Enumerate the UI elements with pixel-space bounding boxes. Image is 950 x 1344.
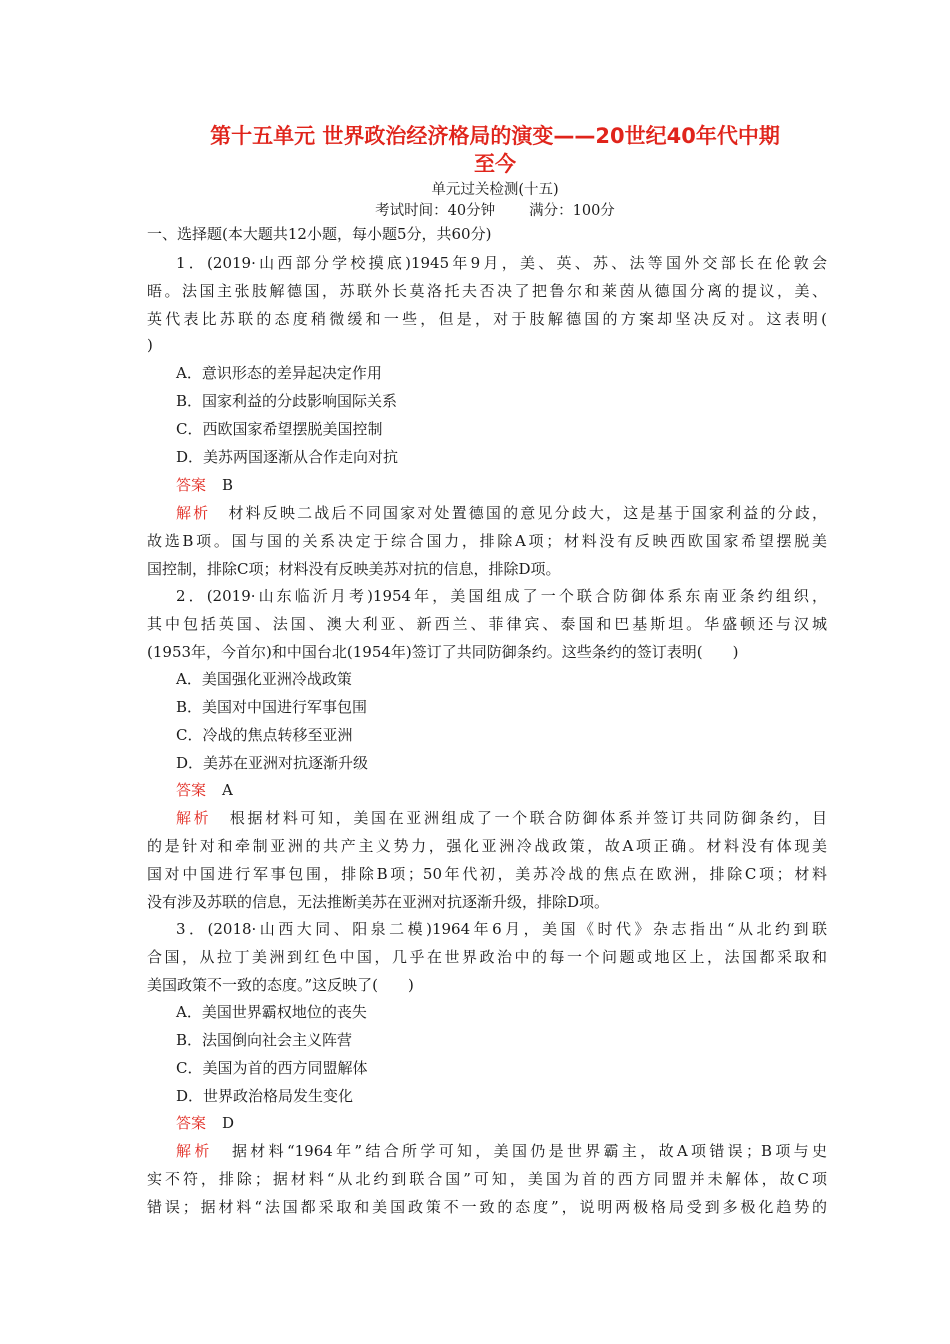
q1-option-a: A．意识形态的差异起决定作用 bbox=[176, 364, 382, 382]
q3-option-a: A．美国世界霸权地位的丧失 bbox=[176, 1003, 367, 1021]
unit-title-line2: 至今 bbox=[474, 152, 516, 176]
q1-option-b: B．国家利益的分歧影响国际关系 bbox=[176, 392, 398, 410]
q3-option-d: D．世界政治格局发生变化 bbox=[176, 1087, 354, 1105]
q1-analysis-line: 故选B项。国与国的关系决定于综合国力，排除A项；材料没有反映西欧国家希望摆脱美 bbox=[147, 532, 827, 550]
exam-info bbox=[130, 201, 860, 221]
q1-option-c: C．西欧国家希望摆脱美国控制 bbox=[176, 420, 383, 438]
q2-option-c: C．冷战的焦点转移至亚洲 bbox=[176, 726, 353, 744]
q1-answer bbox=[176, 474, 856, 496]
q3-stem-line: 美国政策不一致的态度。”这反映了( ) bbox=[147, 976, 414, 994]
answer-label: 答案 bbox=[176, 476, 207, 494]
q3-stem-line: 3．(2018·山西大同、阳泉二模)1964年6月，美国《时代》杂志指出“从北约到联 bbox=[176, 920, 827, 938]
q3-option-c: C．美国为首的西方同盟解体 bbox=[176, 1059, 368, 1077]
analysis-label: 解析 bbox=[176, 809, 212, 827]
section-heading: 一、选择题(本大题共12小题，每小题5分，共60分) bbox=[147, 225, 492, 243]
q2-answer bbox=[176, 779, 856, 801]
q1-stem-line: 1．(2019·山西部分学校摸底)1945年9月，美、英、苏、法等国外交部长在伦敦会 bbox=[176, 254, 827, 272]
q2-stem-line: 2．(2019·山东临沂月考)1954年，美国组成了一个联合防御体系东南亚条约组织， bbox=[176, 587, 827, 605]
full-score: 满分：100分 bbox=[529, 203, 615, 219]
answer-label: 答案 bbox=[176, 781, 207, 799]
test-subtitle: 单元过关检测(十五) bbox=[431, 182, 559, 198]
answer-value: A bbox=[222, 781, 233, 799]
q1-stem-line: 英代表比苏联的态度稍微缓和一些，但是，对于肢解德国的方案却坚决反对。这表明( bbox=[147, 310, 827, 328]
q2-stem-line: 其中包括英国、法国、澳大利亚、新西兰、菲律宾、泰国和巴基斯坦。华盛顿还与汉城 bbox=[147, 615, 827, 633]
q2-analysis-line: 国对中国进行军事包围，排除B项；50年代初，美苏冷战的焦点在欧洲，排除C项；材料 bbox=[147, 865, 827, 883]
q3-analysis-line: 实不符，排除；据材料“从北约到联合国”可知，美国为首的西方同盟并未解体，故C项 bbox=[147, 1170, 827, 1188]
q3-answer bbox=[176, 1112, 856, 1134]
q1-stem-line: 晤。法国主张肢解德国，苏联外长莫洛托夫否决了把鲁尔和莱茵从德国分离的提议，美、 bbox=[147, 282, 827, 300]
q2-option-b: B．美国对中国进行军事包围 bbox=[176, 698, 368, 716]
q2-analysis-line: 没有涉及苏联的信息，无法推断美苏在亚洲对抗逐渐升级，排除D项。 bbox=[147, 893, 610, 911]
q3-option-b: B．法国倒向社会主义阵营 bbox=[176, 1031, 353, 1049]
analysis-label: 解析 bbox=[176, 504, 211, 522]
q1-analysis-line: 国控制，排除C项；材料没有反映美苏对抗的信息，排除D项。 bbox=[147, 560, 561, 578]
q2-stem-line: (1953年，今首尔)和中国台北(1954年)签订了共同防御条约。这些条约的签订表明( ) bbox=[147, 643, 739, 661]
q3-analysis-line: 解析 据材料“1964年”结合所学可知，美国仍是世界霸主，故A项错误；B项与史 bbox=[176, 1142, 827, 1160]
q2-analysis-line: 解析 根据材料可知，美国在亚洲组成了一个联合防御体系并签订共同防御条约，目 bbox=[176, 809, 827, 827]
q2-option-a: A．美国强化亚洲冷战政策 bbox=[176, 670, 352, 688]
analysis-label: 解析 bbox=[176, 1142, 213, 1160]
q3-analysis-line: 错误；据材料“法国都采取和美国政策不一致的态度”，说明两极格局受到多极化趋势的 bbox=[147, 1198, 827, 1216]
answer-value: B bbox=[222, 476, 234, 494]
answer-value: D bbox=[222, 1114, 235, 1132]
q2-analysis-line: 的是针对和牵制亚洲的共产主义势力，强化亚洲冷战政策，故A项正确。材料没有体现美 bbox=[147, 837, 827, 855]
q1-option-d: D．美苏两国逐渐从合作走向对抗 bbox=[176, 448, 399, 466]
unit-title-line1: 第十五单元 世界政治经济格局的演变——20世纪40年代中期 bbox=[210, 124, 780, 148]
q1-analysis-line: 解析 材料反映二战后不同国家对处置德国的意见分歧大，这是基于国家利益的分歧， bbox=[176, 504, 827, 522]
exam-time: 考试时间：40分钟 bbox=[375, 203, 496, 219]
q3-stem-line: 合国，从拉丁美洲到红色中国，几乎在世界政治中的每一个问题或地区上，法国都采取和 bbox=[147, 948, 827, 966]
q2-option-d: D．美苏在亚洲对抗逐渐升级 bbox=[176, 754, 369, 772]
q1-stem-line: ) bbox=[147, 336, 153, 354]
answer-label: 答案 bbox=[176, 1114, 207, 1132]
